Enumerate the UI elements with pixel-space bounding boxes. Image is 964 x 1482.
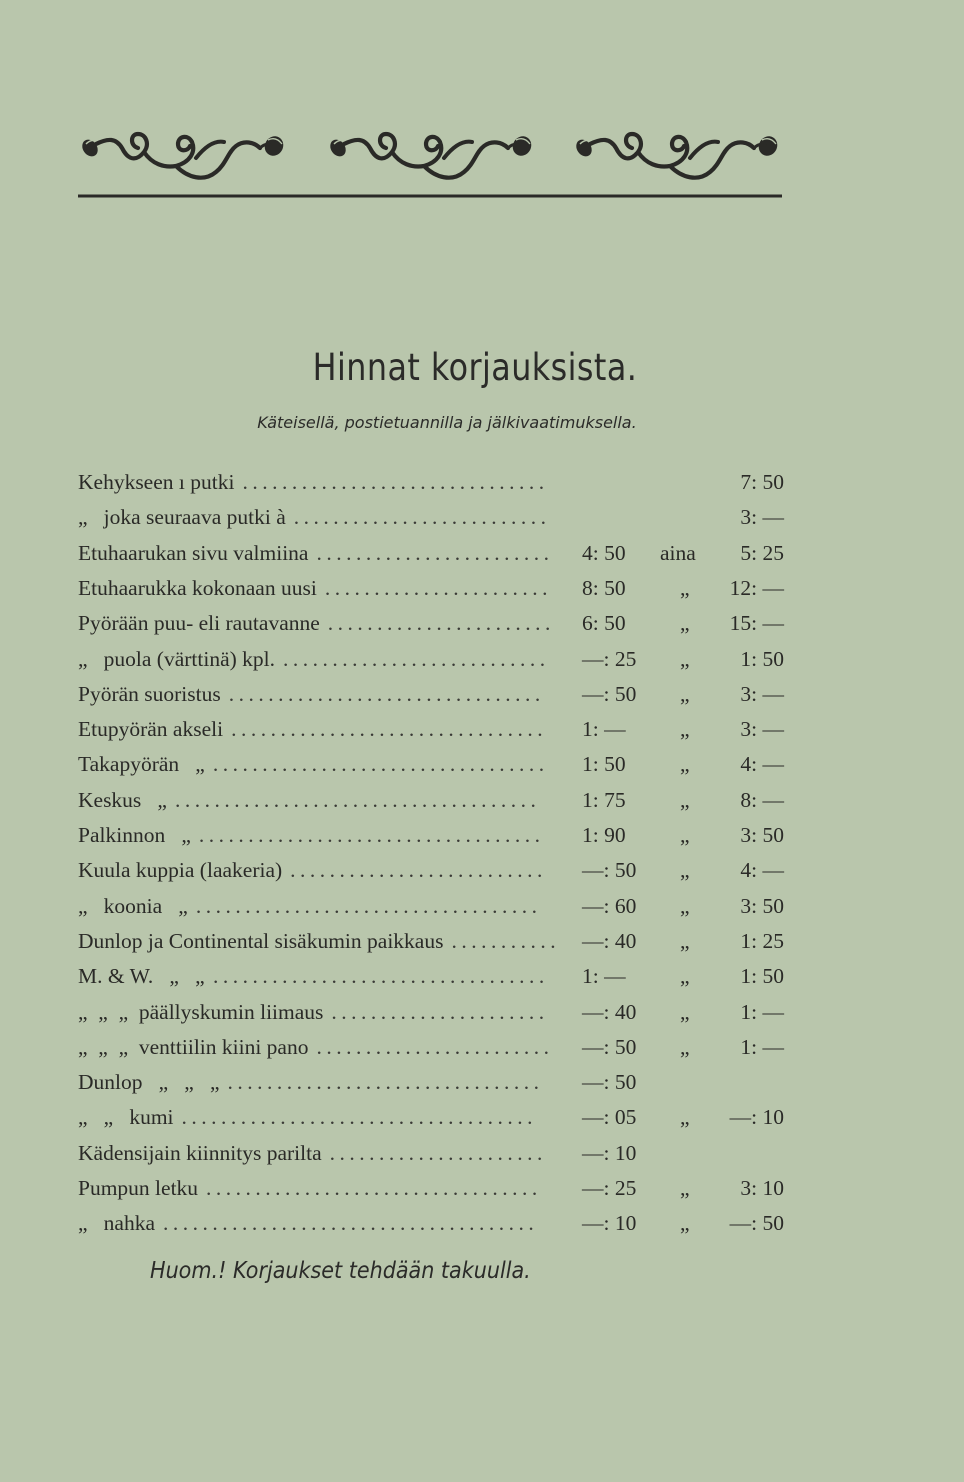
page-title: Hinnat korjauksista.: [312, 346, 638, 389]
range-separator: „: [680, 1176, 690, 1200]
dot-leader: ...........: [451, 928, 561, 953]
dot-leader: ................................: [231, 717, 548, 742]
item-name: „ „ „ päällyskumin liimaus: [78, 999, 324, 1024]
dot-leader: ..................................: [212, 752, 549, 777]
item-name: Palkinnon „: [78, 823, 191, 847]
price-row: [0, 855, 964, 885]
price-min: 6: 50: [582, 611, 626, 636]
item-name: „ nahka: [78, 1211, 156, 1236]
range-separator: „: [680, 928, 690, 953]
price-max: 3: —: [740, 505, 784, 530]
price-min: 1: 50: [582, 752, 626, 777]
range-separator: „: [680, 611, 690, 636]
price-max: —: 10: [729, 1105, 784, 1130]
range-separator: „: [680, 858, 690, 883]
price-min: —: 40: [582, 999, 637, 1024]
dot-leader: .....................................: [174, 787, 541, 812]
price-min: —: 05: [582, 1105, 637, 1130]
price-min: 8: 50: [582, 575, 626, 600]
floral-scroll-ornament-icon: [78, 108, 782, 198]
price-row: [0, 1067, 964, 1097]
price-row: [0, 1032, 964, 1062]
dot-leader: ..................................: [206, 1176, 542, 1200]
item-name: Kehykseen ı putki: [78, 470, 235, 494]
price-min: 1: 75: [582, 787, 626, 812]
price-min: 1: —: [582, 964, 626, 989]
dot-leader: ................................: [227, 1070, 544, 1095]
range-separator: „: [680, 964, 690, 989]
item-name: Takapyörän „: [78, 752, 205, 777]
dot-leader: ................................: [228, 681, 545, 706]
item-name: „ joka seuraava putki à: [78, 505, 286, 530]
item-name: Etuhaarukka kokonaan uusi: [78, 575, 317, 600]
price-row: [0, 1102, 964, 1132]
price-row: [0, 608, 964, 638]
price-row: [0, 679, 964, 709]
range-separator: „: [680, 823, 690, 847]
price-max: 1: —: [740, 1034, 784, 1059]
price-max: 3: 50: [740, 823, 784, 847]
range-separator: „: [680, 646, 690, 671]
price-max: —: 50: [729, 1211, 784, 1236]
range-separator: „: [680, 1211, 690, 1236]
price-row: [0, 997, 964, 1027]
item-name: Etuhaarukan sivu valmiina: [78, 540, 309, 565]
range-separator: „: [680, 1105, 690, 1130]
price-max: 4: —: [740, 752, 784, 777]
price-min: —: 50: [582, 1070, 637, 1095]
dot-leader: ..................................: [212, 964, 549, 989]
price-max: 3: —: [740, 717, 784, 742]
item-name: Pyörään puu- eli rautavanne: [78, 611, 320, 636]
dot-leader: ...................................: [195, 893, 542, 918]
range-separator: „: [680, 717, 690, 742]
range-separator: aina: [660, 540, 696, 565]
price-min: —: 25: [582, 646, 637, 671]
item-name: Kuula kuppia (laakeria): [78, 858, 283, 883]
price-max: 12: —: [729, 575, 784, 600]
dot-leader: ...........................: [283, 646, 550, 671]
price-max: 1: 25: [740, 928, 784, 953]
price-row: [0, 502, 964, 532]
price-row: [0, 644, 964, 674]
dot-leader: ........................: [316, 540, 554, 565]
dot-leader: ......................: [329, 1140, 547, 1165]
price-max: 8: —: [740, 787, 784, 812]
price-max: 4: —: [740, 858, 784, 883]
price-max: 15: —: [729, 611, 784, 636]
item-name: „ puola (värttinä) kpl.: [78, 646, 276, 671]
range-separator: „: [680, 787, 690, 812]
dot-leader: ....................................: [181, 1105, 538, 1130]
dot-leader: ...................................: [198, 823, 545, 847]
item-name: Dunlop „ „ „: [78, 1070, 220, 1095]
price-row: [0, 467, 964, 497]
dot-leader: ......................................: [163, 1211, 539, 1236]
page-subtitle: Käteisellä, postietuannilla ja jälkivaatimuksella.: [257, 413, 637, 432]
price-min: 1: —: [582, 717, 626, 742]
dot-leader: ..........................: [293, 505, 551, 530]
price-max: 1: 50: [740, 646, 784, 671]
item-name: Pyörän suoristus: [78, 681, 221, 706]
dot-leader: ..........................: [290, 858, 547, 883]
item-name: „ koonia „: [78, 893, 188, 918]
price-row: [0, 714, 964, 744]
item-name: Keskus „: [78, 787, 167, 812]
price-row: [0, 820, 964, 850]
price-min: —: 50: [582, 681, 637, 706]
price-min: —: 25: [582, 1176, 637, 1200]
price-row: [0, 749, 964, 779]
range-separator: „: [680, 1034, 690, 1059]
price-max: 3: —: [740, 681, 784, 706]
price-max: 3: 50: [740, 893, 784, 918]
price-min: —: 60: [582, 893, 637, 918]
dot-leader: ...............................: [242, 470, 549, 494]
price-row: [0, 961, 964, 991]
header-ornament: [78, 108, 782, 198]
price-max: 7: 50: [740, 470, 784, 494]
price-row: [0, 891, 964, 921]
price-row: [0, 926, 964, 956]
price-row: [0, 573, 964, 603]
price-min: —: 50: [582, 858, 637, 883]
price-min: —: 10: [582, 1211, 637, 1236]
item-name: „ „ „ venttiilin kiini pano: [78, 1034, 309, 1059]
item-name: Dunlop ja Continental sisäkumin paikkaus: [78, 928, 444, 953]
dot-leader: ......................: [331, 999, 549, 1024]
price-row: [0, 538, 964, 568]
dot-leader: .......................: [324, 575, 552, 600]
item-name: Kädensijain kiinnitys parilta: [78, 1140, 322, 1165]
price-min: —: 50: [582, 1034, 637, 1059]
price-max: 1: —: [740, 999, 784, 1024]
price-min: —: 10: [582, 1140, 637, 1165]
price-min: 1: 90: [582, 823, 626, 847]
range-separator: „: [680, 752, 690, 777]
range-separator: „: [680, 893, 690, 918]
price-row: [0, 785, 964, 815]
price-row: [0, 1173, 964, 1203]
range-separator: „: [680, 575, 690, 600]
dot-leader: .......................: [327, 611, 555, 636]
price-row: [0, 1208, 964, 1238]
dot-leader: ........................: [316, 1034, 554, 1059]
price-row: [0, 1138, 964, 1168]
price-max: 5: 25: [740, 540, 784, 565]
price-min: —: 40: [582, 928, 637, 953]
price-min: 4: 50: [582, 540, 626, 565]
range-separator: „: [680, 681, 690, 706]
item-name: Pumpun letku: [78, 1176, 199, 1200]
item-name: Etupyörän akseli: [78, 717, 224, 742]
item-name: „ „ kumi: [78, 1105, 174, 1130]
price-max: 3: 10: [740, 1176, 784, 1200]
footer-note: Huom.! Korjaukset tehdään takuulla.: [150, 1258, 531, 1284]
item-name: M. & W. „ „: [78, 964, 205, 989]
range-separator: „: [680, 999, 690, 1024]
price-max: 1: 50: [740, 964, 784, 989]
